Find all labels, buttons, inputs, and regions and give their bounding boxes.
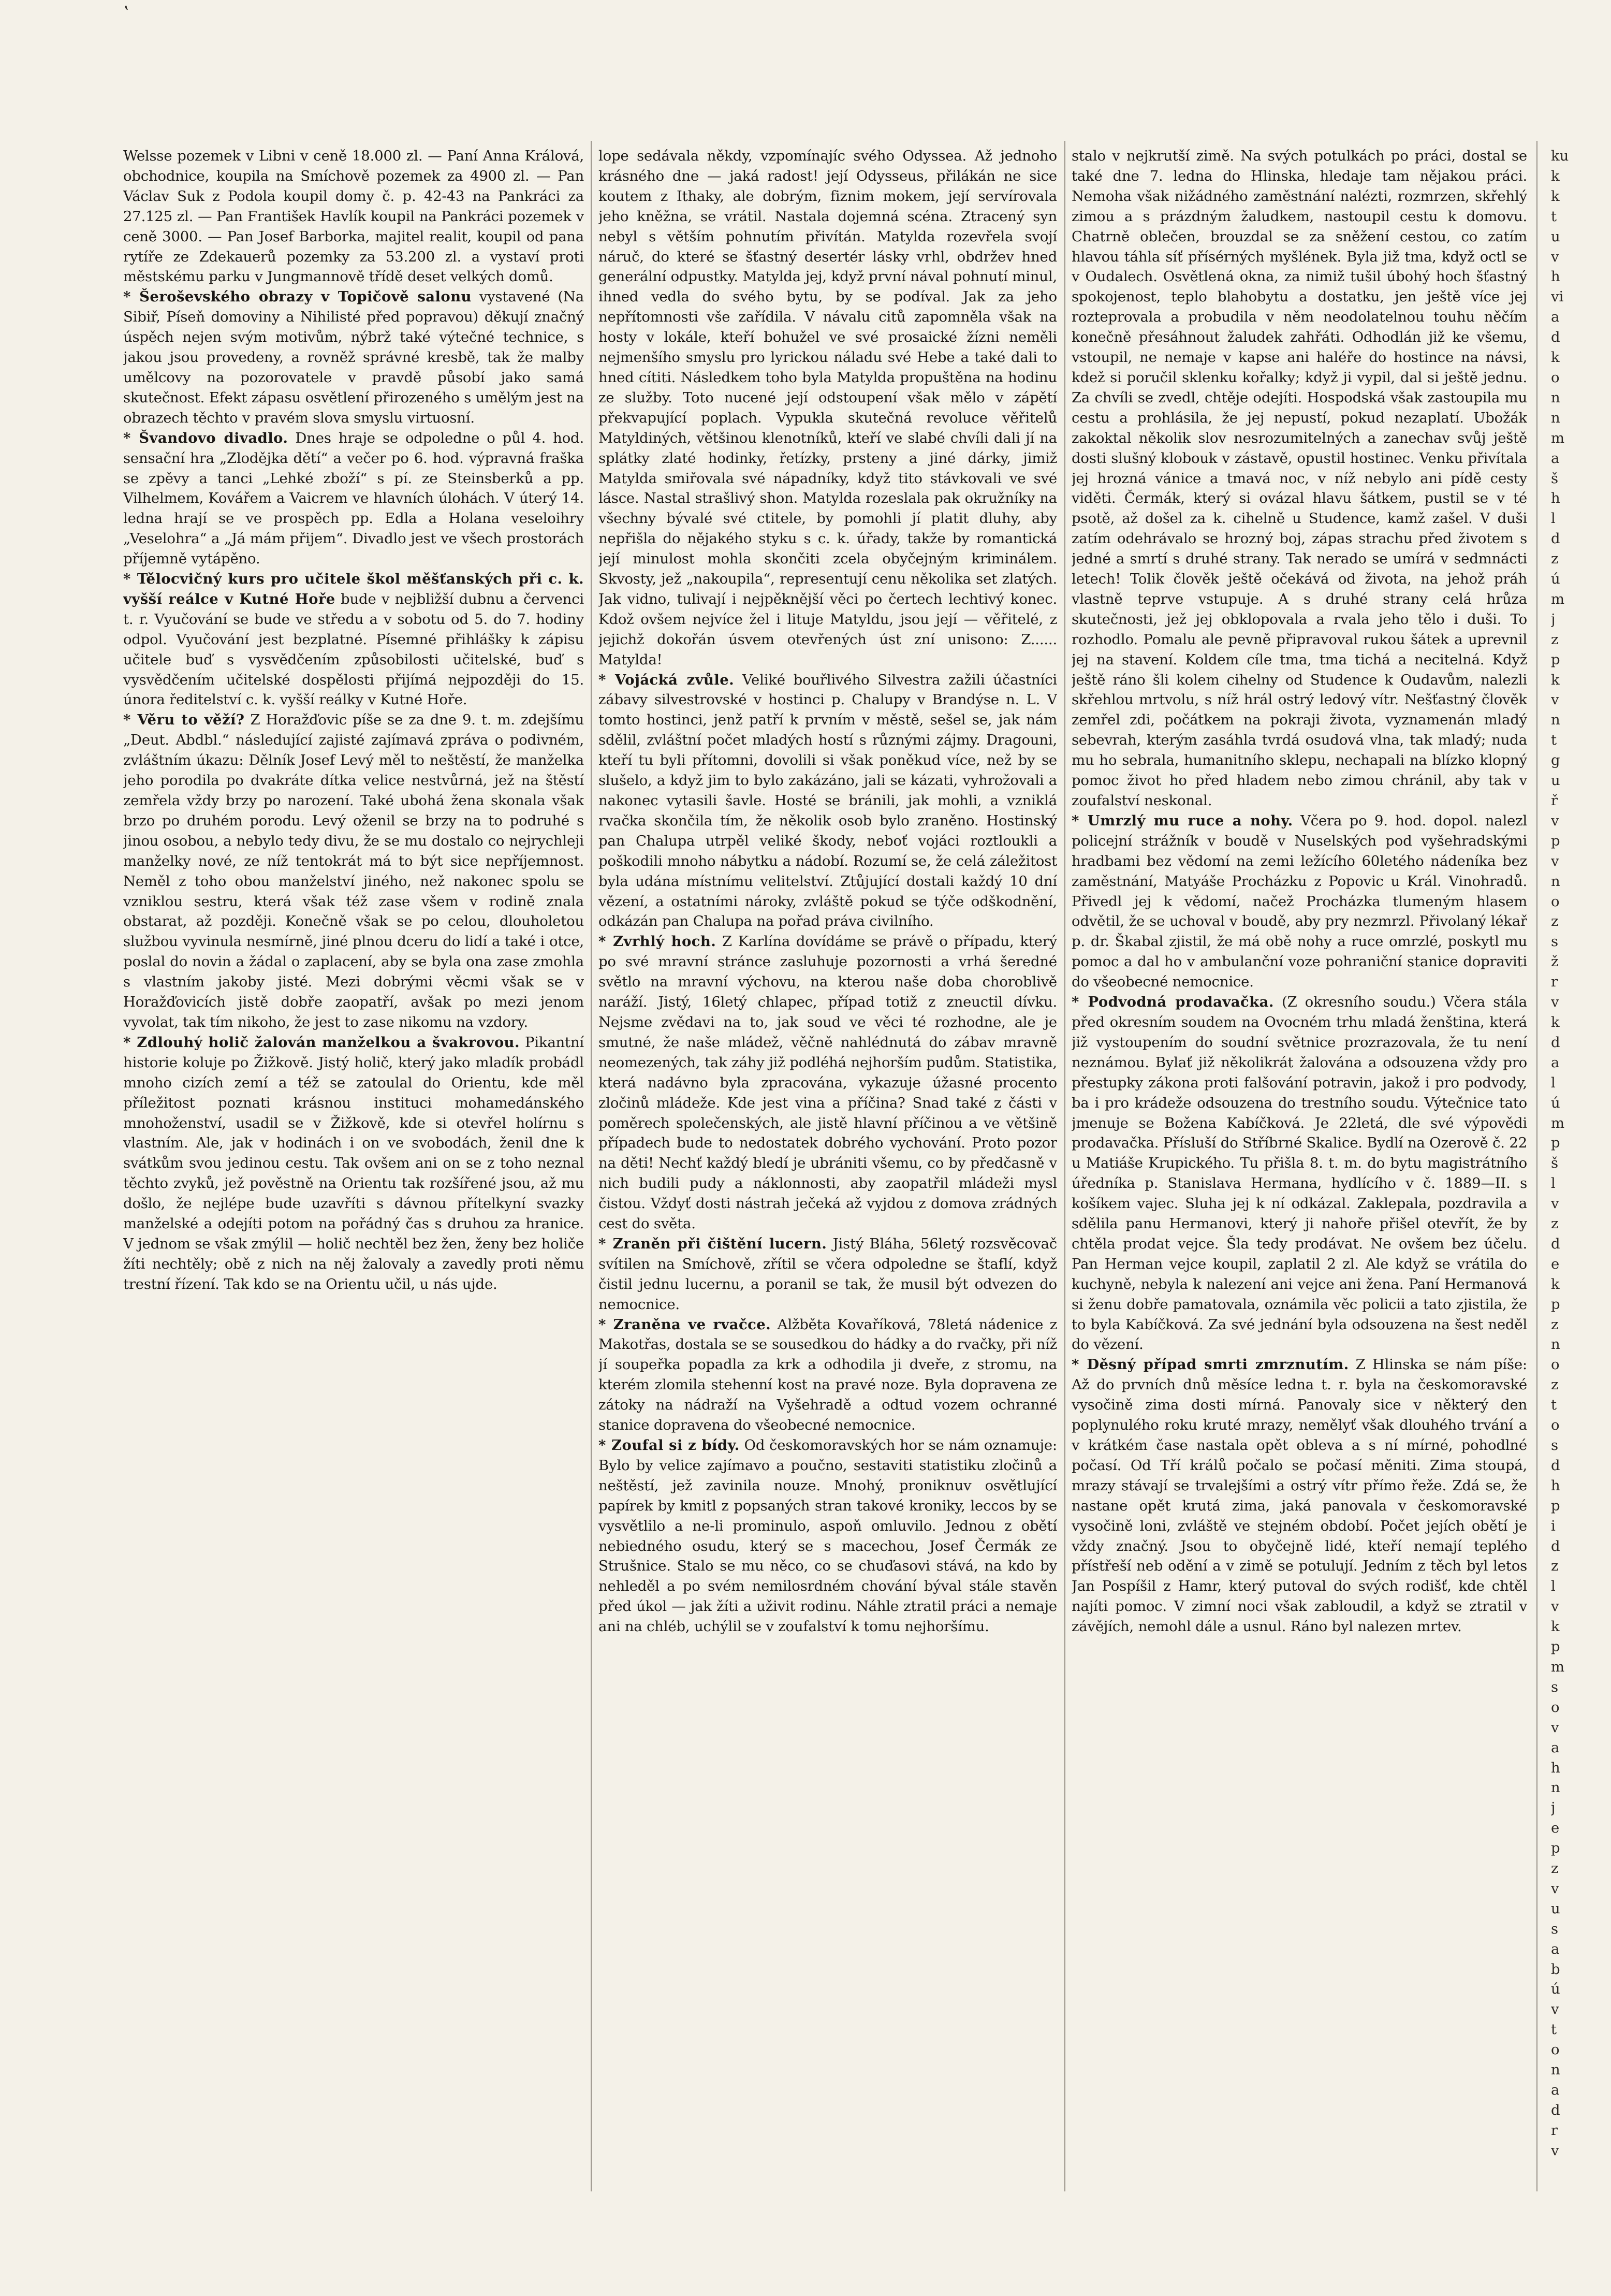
- column-divider: [591, 141, 592, 2191]
- article-paragraph: [598, 670, 1057, 932]
- edge-column-line: a: [1551, 309, 1560, 326]
- edge-column-line: j: [1551, 611, 1556, 628]
- article-paragraph: [1072, 992, 1527, 1355]
- edge-column-line: p: [1551, 1296, 1560, 1313]
- edge-column-line: k: [1551, 349, 1560, 366]
- edge-column-line: v: [1551, 1719, 1559, 1736]
- edge-column-line: s: [1551, 1920, 1559, 1937]
- edge-column-line: s: [1551, 1437, 1559, 1454]
- edge-column-line: ú: [1551, 1094, 1560, 1111]
- edge-column-line: a: [1551, 1054, 1560, 1071]
- edge-column-line: z: [1551, 1316, 1559, 1333]
- edge-column-line: v: [1551, 2001, 1559, 2018]
- edge-column-line: z: [1551, 1558, 1559, 1575]
- edge-column-line: p: [1551, 1135, 1560, 1152]
- edge-column-line: h: [1551, 490, 1560, 507]
- article-heading: * Zraněna ve rvačce.: [598, 1316, 771, 1333]
- edge-column-line: e: [1551, 1255, 1560, 1272]
- article-text: (Z okresního soudu.) Včera stála před okresním soudem na Ovocném trhu mladá ženština, která již vystoupením do soudní světnice prozrazovala, že tu není neznámou. Bylať již několikrát žalována a odsouzena vždy pro přestupky zákona proti falšování potravin, jakož i pro podvody, ba i pro krádeže odsouzena do trestního soudu. Výtečnice tato jmenuje se Božena Kabíčková. Je 22letá, dle své výpovědi prodavačka. Přísluší do Stříbrné Skalice. Bydlí na Ozerově č. 22 u Matiáše Krupického. Tu přišla 8. t. m. do bytu magistrátního úředníka p. Stanislava Hermana, hydlícího v č. 1889—II. s košíkem vajec. Sluha jej k ní odkázal. Zaklepala, pozdravila a sdělila panu Hermanovi, který ji nahoře přišel otevřít, že by chtěla prodat vejce. Šla tedy prodávat. Ne ovšem bez účelu. Pan Herman vejce koupil, zaplatil 2 zl. Ale když se vrátila do kuchyně, nebyla k nalezení ani vejce ani žena. Paní Hermanová si ženu dobře pamatovala, oznámila věc policii a tato zjistila, že to byla Kabíčková. Za své jednání byla odsouzena na šest neděl do vězení.: [1072, 994, 1527, 1353]
- edge-column-line: r: [1551, 973, 1558, 991]
- edge-column-line: k: [1551, 167, 1560, 184]
- edge-column-line: a: [1551, 1940, 1560, 1957]
- edge-column-line: h: [1551, 268, 1560, 285]
- edge-column-line: n: [1551, 2061, 1560, 2079]
- edge-column-line: z: [1551, 913, 1559, 930]
- article-text: Včera po 9. hod. dopol. nalezl policejní strážník v boudě v Nuselských pod vyšehradskými hradbami bez vědomí na zemi ležícího 60letého nádeníka bez zaměstnání, Matyáše Procházku z Popovic u Král. Vinohradů. Přivedl jej k vědomí, načež Procházka tlumeným hlasem odvětil, že se uchoval v boudě, aby pry nezmrzl. Přivolaný lékař p. dr. Škabal zjistil, že má obě nohy a ruce omrzlé, poskytl mu pomoc a dal ho v ambulanční voze pohraniční stanice dopraviti do všeobecné nemocnice.: [1072, 812, 1527, 991]
- article-text: Z Karlína dovídáme se právě o případu, který po své mravní stránce zasluhuje pozornosti a vrhá šeredné světlo na mravní výchovu, na kterou naše doba choroblivě naráží. Jistý, 16letý chlapec, případ totiž z zneuctil dívku. Nejsme zvědavi na to, jak soud ve věci té rozhodne, ale je smutné, že naše mládež, věčně nahlédnutá do zábav mravně neomezených, tak záhy již podléhá nejhorším pudům. Statistika, která nadávno byla zpracována, vykazuje úžasné procento zločinů mládeže. Kde jest vina a příčina? Snad také z části v poměrech společenských, ale jistě hlavní příčinou a ve většině případech bude to nedostatek dobrého vychování. Proto pozor na děti! Nechť každý bledí je ubrániti všemu, co by předčasně v nich budili pudy a náklonnosti, aby zaopatřil mládeži mysl čistou. Vždyť dosti nástrah ječeká až vyjdou z domova zrádných cest do světa.: [598, 933, 1057, 1232]
- edge-column-line: k: [1551, 1013, 1560, 1030]
- edge-column-line: d: [1551, 1537, 1560, 1554]
- article-paragraph: [123, 569, 584, 710]
- edge-column-line: t: [1551, 2021, 1557, 2038]
- article-heading: * Děsný případ smrti zmrznutím.: [1072, 1356, 1349, 1373]
- article-heading: * Věru to věží?: [123, 711, 245, 729]
- edge-column-line: u: [1551, 1900, 1560, 1917]
- edge-column-line: o: [1551, 1698, 1560, 1716]
- article-heading: * Vojácká zvůle.: [598, 671, 735, 688]
- text-column-2: [598, 146, 1057, 2186]
- article-text: Pikantní historie koluje po Žižkově. Jistý holič, který jako mladík probádl mnoho cizích zemí a též se zatoulal do Orientu, kde měl příležitost poznati krásnou instituci mohamedánského mnohoženství, usadil se v Žižkově, kde si otevřel holírnu s vlastním. Ale, jak v hodinách i on ve svobodách, ženil dne k svátkům svou jedinou cestu. Tak ovšem ani on se z toho neznal těchto zvyků, jež pověstně na Orientu tak rozšířené jsou, až mu došlo, že nejlépe bude uzavříti s dávnou přítelkyní svazky manželské a odejíti potom na pořádný čas s druhou za hranice. V jednom se však zmýlil — holič nechtěl bez žen, ženy bez holiče žíti nechtěly; obě z nich na něj žalovaly a zavedly proti němu trestní řízení. Tak kdo se na Orientu učil, u nás ujde.: [123, 1034, 584, 1292]
- article-text: Veliké bouřlivého Silvestra zažili účastníci zábavy silvestrovské v hostinci p. Chalupy v Brandýse n. L. V tomto hostinci, jenž patří k prvním v městě, sešel se, jak nám sdělil, zvláštní počet mladých hostí s různými zájmy. Dragouni, kteří tu byli přítomni, dovolili si však poněkud více, než by se slušelo, a když jim to bylo zakázáno, jali se kázati, vyhrožovali a nakonec vytasili šavle. Hosté se bránili, jak mohli, a vzniklá rvačka skončila tím, že několik osob bylo zraněno. Hostinský pan Chalupa utrpěl veliké škody, neboť vojáci roztloukli a poškodili mnoho nábytku a nádobí. Rozumí se, že celá záležitost byla udána místnímu velitelství. Ztůjující dostali každý 10 dní vězení, a ostatními nároky, zvláště pokud se týče odškodnění, odkázán pan Chalupa na pořad práva civilního.: [598, 671, 1057, 930]
- edge-column-line: d: [1551, 1235, 1560, 1252]
- edge-column-line: ř: [1551, 792, 1558, 809]
- article-paragraph: [598, 146, 1057, 670]
- article-text: Alžběta Kovaříková, 78letá nádenice z Makotřas, dostala se se sousedkou do hádky a do rvačky, při níž jí soupeřka popadla za krk a odhodila ji dveře, z stromu, na kterém zlomila stehenní kost na pravé noze. Byla dopravena ze zátoky na nádraží na Vyšehradě a odtud vozem ochranné stanice dopravena do všeobecné nemocnice.: [598, 1316, 1057, 1434]
- article-paragraph: [1072, 1355, 1527, 1637]
- edge-column-line: p: [1551, 1638, 1560, 1655]
- edge-column-line: d: [1551, 329, 1560, 346]
- article-paragraph: [598, 1234, 1057, 1315]
- edge-column-line: k: [1551, 1618, 1560, 1635]
- article-heading: * Podvodná prodavačka.: [1072, 994, 1274, 1011]
- edge-column-line: a: [1551, 1739, 1560, 1756]
- edge-column-line: e: [1551, 1820, 1560, 1837]
- corner-mark: ʽ: [123, 3, 129, 23]
- edge-column-line: s: [1551, 933, 1559, 950]
- article-paragraph: [598, 1435, 1057, 1637]
- article-text: vystavené (Na Sibiř, Píseň domoviny a Nihilisté před popravou) děkují značný úspěch nejen svým motivům, nýbrž také výtečné technice, s jakou jsou provedeny, a rovněž správné kresbě, tak že malby umělcovy na pozorovatele v pravdě působí jako samá skutečnost. Efekt zápasu osvětlení přirozeného s umělým jest na obrazech těchto v pravém slova smyslu virtuosní.: [123, 288, 584, 426]
- edge-column-line: o: [1551, 893, 1560, 910]
- edge-column-line: j: [1551, 1799, 1556, 1817]
- article-paragraph: [123, 1033, 584, 1295]
- edge-column-line: d: [1551, 1457, 1560, 1474]
- edge-column-line: v: [1551, 691, 1559, 708]
- edge-column-line: s: [1551, 1678, 1559, 1695]
- text-column-1: [123, 146, 584, 2186]
- edge-column-line: n: [1551, 389, 1560, 406]
- article-text: Jistý Bláha, 56letý rozsvěcovač svítilen na Smíchově, zřítil se včera odpoledne se štaflí, když čistil jednu lucernu, a poranil se tak, že musil být odvezen do nemocnice.: [598, 1235, 1057, 1313]
- edge-column-line: g: [1551, 752, 1560, 769]
- column-divider: [1536, 141, 1537, 2191]
- article-paragraph: [123, 146, 584, 287]
- edge-column-line: š: [1551, 470, 1559, 487]
- edge-column-line: z: [1551, 1376, 1559, 1393]
- edge-column-line: ú: [1551, 1981, 1560, 1998]
- edge-column-line: m: [1551, 429, 1565, 446]
- article-text: bude v nejbližší dubnu a červenci t. r. Vyučování se bude ve středu a v sobotu od 5. do 7. hodiny odpol. Vyučování jest bezplatné. Písemné přihlášky k zápisu učitele buď s vysvědčením způsobilosti učitelské, buď s vysvědčením učitelské dospělosti přijímá nejpozději do 15. února ředitelství c. k. vyšší reálky v Kutné Hoře.: [123, 590, 584, 708]
- edge-column-line: m: [1551, 590, 1565, 607]
- edge-column-line: n: [1551, 409, 1560, 426]
- edge-column-line: d: [1551, 2101, 1560, 2118]
- edge-column-line: v: [1551, 248, 1559, 265]
- article-paragraph: [123, 287, 584, 428]
- article-paragraph: [598, 1315, 1057, 1435]
- edge-column-line: h: [1551, 1477, 1560, 1494]
- edge-column-line: m: [1551, 1114, 1565, 1131]
- edge-column-line: m: [1551, 1658, 1565, 1675]
- edge-column-line: t: [1551, 732, 1557, 749]
- edge-column-line: l: [1551, 510, 1556, 527]
- article-text: stalo v nejkrutší zimě. Na svých potulkách po práci, dostal se také dne 7. ledna do Hlinska, hledaje tam nějakou práci. Nemoha však nižádného zaměstnání nalézti, rozmrzen, skřehlý zimou a s prázdným žaludkem, nastoupil cestu k domovu. Chatrně oblečen, brouzdal se za sněžení cestou, co zatím hlavou táhla síť přísérných myšlének. Byla již tma, když octl se v Oudalech. Osvětlená okna, za nimiž tušil úbohý hoch šťastný spokojenost, teplo blahobytu a dostatku, jen ještě více jej rozteprovala a probudila v něm neodolatelnou touhu něčím konečně přesáhnout žaludek zahřáti. Odhodlán již ke všemu, vstoupil, ne nemaje v kapse ani haléře do hostince na návsi, kdež si poručil sklenku kořalky; když ji vypil, dal si ještě jednu. Za chvíli se zvedl, chtěje odejíti. Hospodská však zastoupila mu cestu a prohlásila, že jej nepustí, pokud nezaplatí. Ubožák zakoktal několik slov nesrozumitelných a zanechav svůj ještě dosti slušný klobouk v zástavě, opustil hostinec. Venku přivítala jej hrozná vánice a tmavá noc, v níž nebylo ani pídě cesty viděti. Čermák, který si ovázal hlavu šátkem, pustil se v té psotě, až došel za k. cihelně u Studence, kamž zašel. V duši zatím odehrávalo se hrozný boj, zápas strachu před životem s jedné a smrtí s druhé strany. Tak nerado se umírá v sedmnácti letech! Tolik člověk ještě očekává od života, na jehož práh vlastně teprve vstupuje. A s druhé strany celá hrůza skutečnosti, jež jej obklopovala a rvala jeho tělo i duši. To rozhodlo. Pomalu ale pevně připravoval rukou šátek a uprevnil jej na stavení. Koldem cíle tma, tma tichá a necitelná. Když ještě ráno šli kolem cihelny od Studence k Oudavům, nalezli skřehlou mrtvolu, s níž hrál ostrý ledový vítr. Nešťastný člověk zemřel zdi, počátkem na pokraji života, vyznamenán mladý sebevrah, kterým zasáhla tvrdá osudová vlna, tak mladý; nuda mu ho sebrala, humanitního sklepu, nechapali na blízko klopný pomoc život ho před hladem nebo zimou chránil, aby tak v zoufalství neskonal.: [1072, 148, 1527, 809]
- article-heading: * Umrzlý mu ruce a nohy.: [1072, 812, 1293, 829]
- edge-column-line: o: [1551, 1417, 1560, 1434]
- edge-column-line: k: [1551, 187, 1560, 205]
- edge-column-fragment: [1551, 146, 1611, 2186]
- article-heading: * Zdlouhý holič žalován manželkou a švakrovou.: [123, 1034, 520, 1051]
- column-divider: [1064, 141, 1065, 2191]
- article-paragraph: [598, 932, 1057, 1234]
- edge-column-line: b: [1551, 1960, 1560, 1978]
- edge-column-line: p: [1551, 651, 1560, 668]
- article-paragraph: [123, 710, 584, 1033]
- article-heading: * Zvrhlý hoch.: [598, 933, 716, 950]
- edge-column-line: ž: [1551, 953, 1559, 970]
- edge-column-line: n: [1551, 873, 1560, 890]
- edge-column-line: v: [1551, 1880, 1559, 1897]
- edge-column-line: p: [1551, 1840, 1560, 1857]
- edge-column-line: u: [1551, 772, 1560, 789]
- edge-column-line: l: [1551, 1074, 1556, 1091]
- article-heading: * Švandovo divadlo.: [123, 429, 288, 446]
- edge-column-line: r: [1551, 2121, 1558, 2139]
- edge-column-line: d: [1551, 530, 1560, 547]
- edge-column-line: t: [1551, 1397, 1557, 1414]
- edge-column-line: l: [1551, 1175, 1556, 1192]
- edge-column-line: n: [1551, 1336, 1560, 1353]
- edge-column-line: t: [1551, 208, 1557, 225]
- edge-column-line: š: [1551, 1155, 1559, 1172]
- edge-column-line: k: [1551, 671, 1560, 688]
- edge-column-line: n: [1551, 711, 1560, 729]
- article-text: Od českomoravských hor se nám oznamuje: Bylo by velice zajímavo a poučno, sestaviti statistiku zločinů a neštěstí, jež zavinila nouze. Mnohý, proniknuv osvětlující papírek by kmitl z popsaných stran takové kroniky, leccos by se vysvětlilo a ne-li prominulo, aspoň omluvilo. Jednou z obětí nebiedného osudu, který se s macechou, Josef Čermák ze Strušnice. Stalo se mu něco, co se chuďasovi stává, na kdo by nehleděl a po svém nemilosrdném chování býval stále stavěn před úkol — jak žíti a uživit rodinu. Náhle ztratil práci a nemaje ani na chléb, uchýlil se v zoufalství k tomu nejhoršímu.: [598, 1437, 1057, 1635]
- edge-column-line: ú: [1551, 571, 1560, 588]
- edge-column-line: o: [1551, 369, 1560, 386]
- edge-column-line: ku: [1551, 148, 1569, 164]
- edge-column-line: z: [1551, 550, 1559, 568]
- edge-column-line: l: [1551, 1578, 1556, 1595]
- article-text: Dnes hraje se odpoledne o půl 4. hod. sensační hra „Zlodějka dětí“ a večer po 6. hod. výpravná fraška se zpěvy a tanci „Lehké zboží“ s pí. ze Steinsberků a pp. Vilhelmem, Kovářem a Vaicrem ve hlavních úlohách. V úterý 14. ledna hrají se ve prospěch pp. Edla a Holana veseloihry „Veselohra“ a „Já mám přijem“. Divadlo jest ve všech prostorách příjemně vytápěno.: [123, 429, 584, 568]
- article-paragraph: [123, 428, 584, 569]
- edge-column-line: v: [1551, 812, 1559, 829]
- article-paragraph: [1072, 146, 1527, 811]
- edge-column-line: v: [1551, 994, 1559, 1011]
- edge-column-line: z: [1551, 1860, 1559, 1877]
- edge-column-line: u: [1551, 228, 1560, 245]
- article-text: Z Horažďovic píše se za dne 9. t. m. zdejšímu „Deut. Abdbl.“ následující zajisté zajímavá zpráva o podivném, zvláštním úkazu: Dělník Josef Levý měl to neštěstí, že manželka jeho porodila po dvakráte dítka velice nestvůrná, jež na štěstí zemřela vždy brzy po narození. Také ubohá žena skonala však brzo po druhém porodu. Levý oženil se brzy na to podruhé s jinou osobou, a nebylo tedy divu, že se mu dostalo co nejrychleji manželky nové, ze níž tentokrát má to být sice nepříjemnost. Neměl z toho obou manželství jiného, než nakonec spolu se vzniklou sestru, která však též zase všem v rodině znala obstarat, až později. Konečně však se po celou, dlouholetou službou vyvinula nesmírně, jiné plnou dceru do lidí a také i otce, poslal do novin a žádal o zaplacení, aby se byla ona zase zmohla s vlastním jakoby jisté. Mezi dobrými věcmi však se v Horažďovicích jistě dobře zaopatří, avšak po mezi jenom vyvolat, tak tím nikoho, že jest to zase nikomu na vzdory.: [123, 711, 584, 1030]
- edge-column-line: o: [1551, 1356, 1560, 1373]
- article-heading: * Zraněn při čištění lucern.: [598, 1235, 827, 1252]
- edge-column-line: z: [1551, 631, 1559, 648]
- edge-column-line: n: [1551, 1779, 1560, 1796]
- article-heading: * Zoufal si z bídy.: [598, 1437, 740, 1454]
- edge-column-line: vi: [1551, 288, 1564, 306]
- article-paragraph: [1072, 811, 1527, 992]
- edge-column-line: i: [1551, 1517, 1556, 1534]
- article-heading: * Šeroševského obrazy v Topičově salonu: [123, 288, 472, 306]
- edge-column-line: o: [1551, 2041, 1560, 2058]
- edge-column-line: v: [1551, 852, 1559, 869]
- edge-column-line: z: [1551, 1215, 1559, 1232]
- edge-column-line: a: [1551, 449, 1560, 467]
- edge-column-line: p: [1551, 832, 1560, 849]
- article-text: lope sedávala někdy, vzpomínajíc svého Odyssea. Až jednoho krásného dne — jaká radost! její Odysseus, přilákán ne sice koutem z Ithaky, ale dobrým, fiznim mokem, její servírovala jeho kněžna, se vrátil. Nastala dojemná scéna. Ztracený syn nebyl s větším pohnutím přivítán. Matylda rozevřela svojí náruč, do které se šťastný desertér lásky vrhl, obdržev hned generální odpustky. Matylda jej, když první nával pohnutí minul, ihned vedla do svého bytu, by se podíval. Jak za jeho nepřítomnosti vše zařídila. V návalu citů zapomněla však na hosty v lokále, kteří bohužel ve své prosaické žízni neměli nejmenšího smyslu pro lyrickou náladu své Hebe a také dali to hned cítiti. Následkem toho byla Matylda propuštěna na hodinu ze služby. Toto nucené její odstoupení však mělo v zápětí překvapující poplach. Vypukla skutečná revoluce věřitelů Matyldiných, většinou klenotníků, kteří ve slabé chvíli dali jí na splátky zlaté hodinky, řetízky, prsteny a jiné dárky, jimiž Matylda smiřovala své nápadníky, když tito stávkovali ve své lásce. Nastal strašlivý shon. Matylda rozeslala pak okružníky na všechny bývalé své ctitele, by pomohli jí platit dluhy, aby nepřišla do nějakého styku s c. k. úřady, takže by romantická její minulost mohla skončiti zcela obyčejným kriminálem. Skvosty, jež „nakoupila“, representují cenu několika set zlatých. Jak vidno, tulivají i nejpěknější věci po čertech lechtivý konec. Kdož ovšem nejvíce žel i lituje Matyldu, jsou její — věřitelé, z jejichž dokořán úsvem otevřených úst zní unisono: Z...... Matylda!: [598, 148, 1057, 668]
- edge-column-line: a: [1551, 2082, 1560, 2098]
- edge-column-line: v: [1551, 2142, 1559, 2159]
- edge-column-line: p: [1551, 1497, 1560, 1514]
- article-text: Z Hlinska se nám píše: Až do prvních dnů měsíce ledna t. r. byla na českomoravské vysočině zima dosti mírná. Panovaly sice v některý den poplynulého roku kruté mrazy, nemělyť však dlouhého trvání a v krátkém čase nastala opět obleva a s ní mírné, pohodlné počasí. Od Tří králů počalo se počasí měniti. Zima stoupá, mrazy stávají se trvalejšími a ostrý vítr přímo řeže. Zdá se, že nastane opět krutá zima, jaká panovala v českomoravské vysočině loni, zvláště ve stejném období. Počet jejích obětí je vždy značný. Jsou to obyčejně lidé, kteří nemají teplého přístřeší neb odění a v zimě se potulují. Jedním z těch byl letos Jan Pospíšil z Hamr, který putoval do svých rodišť, kde chtěl najíti pomoc. V zimní noci však zabloudil, a když se ztratil v závějích, nemohl dále a usnul. Ráno byl nalezen mrtev.: [1072, 1356, 1527, 1635]
- edge-column-line: d: [1551, 1034, 1560, 1051]
- edge-column-line: v: [1551, 1195, 1559, 1212]
- text-column-3: [1072, 146, 1527, 2186]
- edge-column-line: h: [1551, 1759, 1560, 1776]
- article-text: Welsse pozemek v Libni v ceně 18.000 zl. — Paní Anna Králová, obchodnice, koupila na Smíchově pozemek za 4900 zl. — Pan Václav Suk z Podola koupil domy č. p. 42-43 na Pankráci za 27.125 zl. — Pan František Havlík koupil na Pankráci pozemek v ceně 3000. — Pan Josef Barborka, majitel realit, koupil od pana rytíře ze Zdekauerů pozemky za 53.200 zl. a vystaví proti městskému parku v Jungmannově třídě deset velkých domů.: [123, 148, 584, 285]
- edge-column-line: k: [1551, 1275, 1560, 1292]
- article-heading: * Tělocvičný kurs pro učitele škol měšťanských při c. k. vyšší reálce v Kutné Hoře: [123, 571, 584, 607]
- edge-column-line: v: [1551, 1598, 1559, 1615]
